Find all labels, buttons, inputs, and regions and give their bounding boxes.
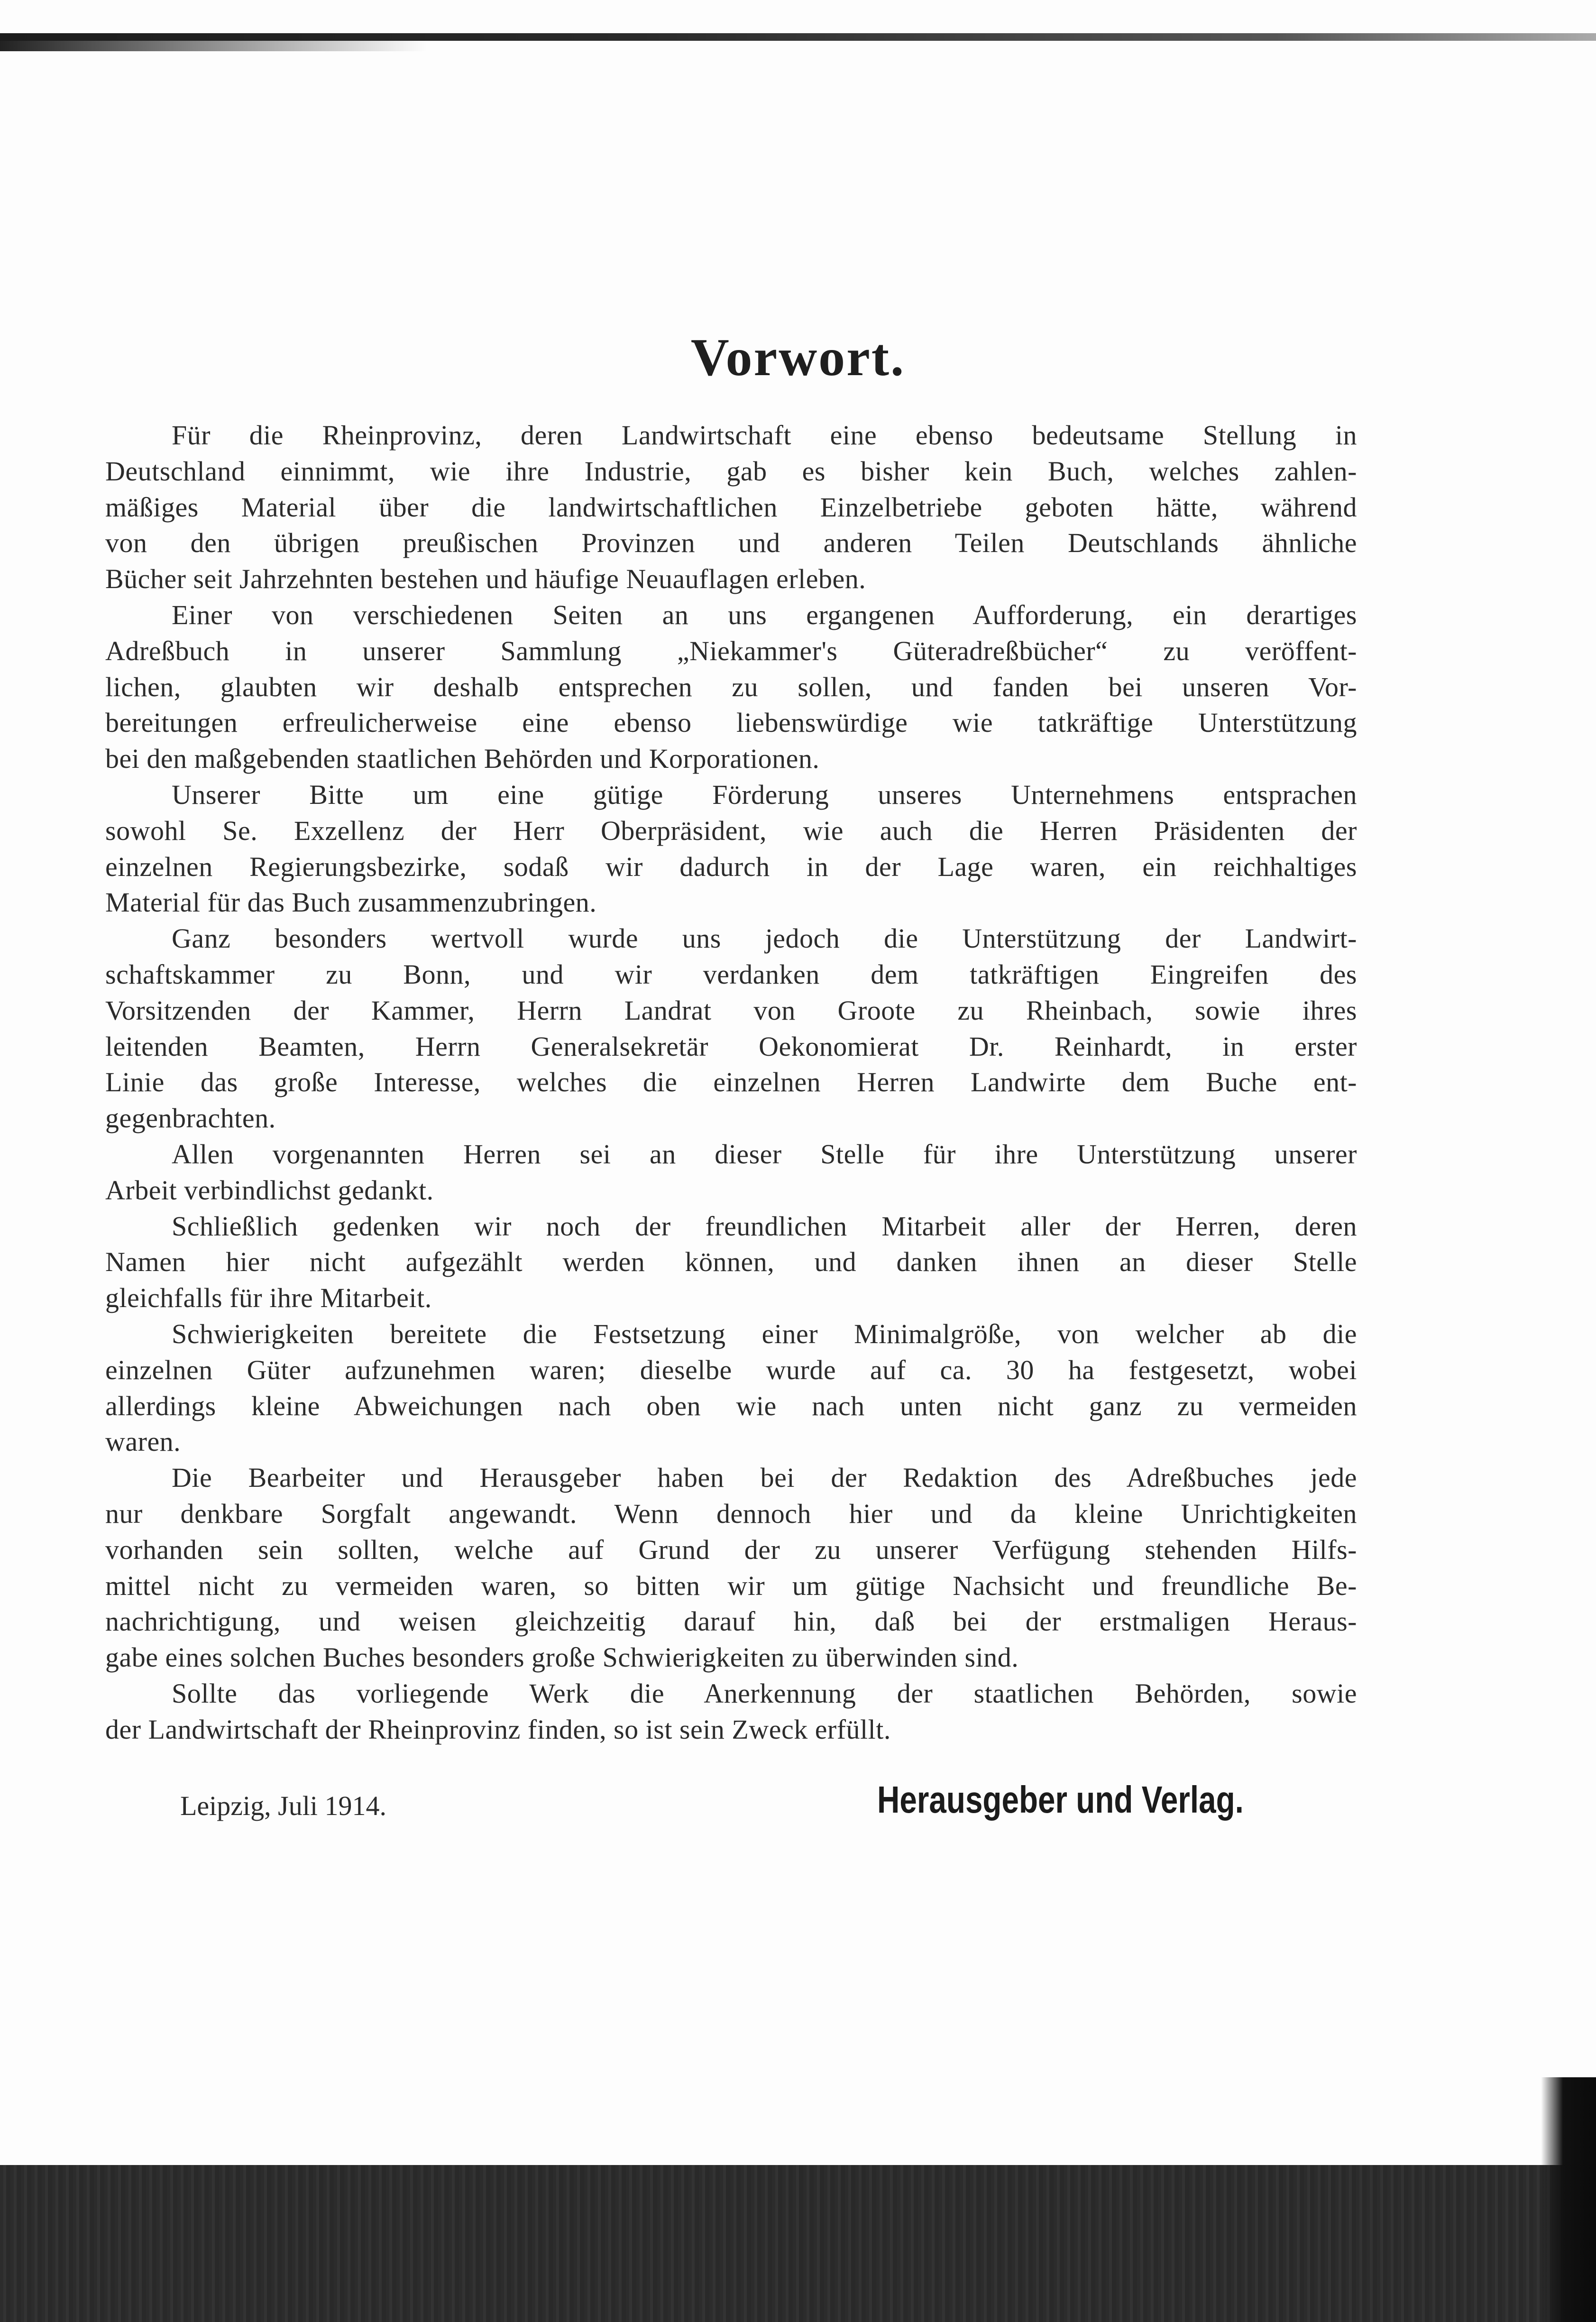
paragraph	[105, 417, 1357, 597]
foreword-body	[105, 417, 1357, 1747]
text-line: Sollte das vorliegende Werk die Anerkennung der staatlichen Behörden, sowie	[172, 1677, 1357, 1709]
text-line: Einer von verschiedenen Seiten an uns ergangenen Aufforderung, ein derartiges	[172, 599, 1357, 630]
text-line: gabe eines solchen Buches besonders große Schwierigkeiten zu überwinden sind.	[105, 1642, 1019, 1673]
paragraph	[105, 1316, 1357, 1460]
text-line: sowohl Se. Exzellenz der Herr Oberpräsident, wie auch die Herren Präsidenten der	[105, 815, 1357, 846]
text-line: mittel nicht zu vermeiden waren, so bitten wir um gütige Nachsicht und freundliche Be-	[105, 1570, 1357, 1601]
text-line: Material für das Buch zusammenzubringen.	[105, 887, 597, 918]
text-line: nachrichtigung, und weisen gleichzeitig darauf hin, daß bei der erstmaligen Heraus-	[105, 1606, 1357, 1637]
text-line: Unserer Bitte um eine gütige Förderung unseres Unternehmens entsprachen	[172, 779, 1357, 810]
text-line: bereitungen erfreulicherweise eine ebenso liebenswürdige wie tatkräftige Unterstützung	[105, 707, 1357, 738]
text-line: von den übrigen preußischen Provinzen und anderen Teilen Deutschlands ähnliche	[105, 527, 1357, 559]
paragraph	[105, 1460, 1357, 1676]
text-line: vorhanden sein sollten, welche auf Grund der zu unserer Verfügung stehenden Hilfs-	[105, 1534, 1357, 1565]
text-line: Linie das große Interesse, welches die einzelnen Herren Landwirte dem Buche ent-	[105, 1067, 1357, 1098]
scan-edge-top-shadow	[0, 41, 427, 51]
text-line: Deutschland einnimmt, wie ihre Industrie, gab es bisher kein Buch, welches zahlen-	[105, 455, 1357, 487]
text-line: Die Bearbeiter und Herausgeber haben bei der Redaktion des Adreßbuches jede	[172, 1462, 1357, 1493]
text-line: gleichfalls für ihre Mitarbeit.	[105, 1282, 432, 1314]
text-line: Arbeit verbindlichst gedankt.	[105, 1174, 434, 1206]
text-line: Schließlich gedenken wir noch der freundlichen Mitarbeit aller der Herren, deren	[172, 1210, 1357, 1242]
text-line: einzelnen Güter aufzunehmen waren; dieselbe wurde auf ca. 30 ha festgesetzt, wobei	[105, 1354, 1357, 1385]
text-line: nur denkbare Sorgfalt angewandt. Wenn dennoch hier und da kleine Unrichtigkeiten	[105, 1498, 1357, 1529]
text-line: Namen hier nicht aufgezählt werden können, und danken ihnen an dieser Stelle	[105, 1246, 1357, 1278]
text-line: einzelnen Regierungsbezirke, sodaß wir dadurch in der Lage waren, ein reichhaltiges	[105, 851, 1357, 882]
text-line: schaftskammer zu Bonn, und wir verdanken dem tatkräftigen Eingreifen des	[105, 958, 1357, 990]
text-line: Vorsitzenden der Kammer, Herrn Landrat von Groote zu Rheinbach, sowie ihres	[105, 995, 1357, 1026]
text-line: gegenbrachten.	[105, 1103, 276, 1134]
paragraph	[105, 1136, 1357, 1208]
paragraph	[105, 1208, 1357, 1316]
text-line: allerdings kleine Abweichungen nach oben wie nach unten nicht ganz zu vermeiden	[105, 1390, 1357, 1421]
text-line: bei den maßgebenden staatlichen Behörden und Korporationen.	[105, 743, 820, 774]
page-title: Vorwort.	[690, 328, 906, 387]
place-date: Leipzig, Juli 1914.	[180, 1790, 386, 1821]
text-line: Allen vorgenannten Herren sei an dieser Stelle für ihre Unterstützung unserer	[172, 1138, 1357, 1170]
paragraph	[105, 1676, 1357, 1748]
paragraph	[105, 777, 1357, 921]
signature: Herausgeber und Verlag.	[877, 1778, 1244, 1821]
scan-edge-bottom	[0, 2165, 1596, 2322]
text-line: Bücher seit Jahrzehnten bestehen und häufige Neuauflagen erleben.	[105, 563, 866, 595]
text-line: mäßiges Material über die landwirtschaftlichen Einzelbetriebe geboten hätte, während	[105, 491, 1357, 523]
scan-edge-top	[0, 33, 1596, 41]
text-line: waren.	[105, 1426, 181, 1457]
text-line: leitenden Beamten, Herrn Generalsekretär Oekonomierat Dr. Reinhardt, in erster	[105, 1031, 1357, 1062]
text-line: der Landwirtschaft der Rheinprovinz finden, so ist sein Zweck erfüllt.	[105, 1714, 891, 1745]
text-line: Für die Rheinprovinz, deren Landwirtschaft eine ebenso bedeutsame Stellung in	[172, 420, 1357, 451]
text-line: lichen, glaubten wir deshalb entsprechen zu sollen, und fanden bei unseren Vor-	[105, 671, 1357, 702]
scan-edge-right	[1541, 2077, 1596, 2322]
text-line: Adreßbuch in unserer Sammlung „Niekammer's Güteradreßbücher“ zu veröffent-	[105, 635, 1357, 666]
paragraph	[105, 597, 1357, 777]
text-line: Schwierigkeiten bereitete die Festsetzung einer Minimalgröße, von welcher ab die	[172, 1318, 1357, 1349]
paragraph	[105, 921, 1357, 1136]
text-line: Ganz besonders wertvoll wurde uns jedoch die Unterstützung der Landwirt-	[172, 923, 1357, 954]
